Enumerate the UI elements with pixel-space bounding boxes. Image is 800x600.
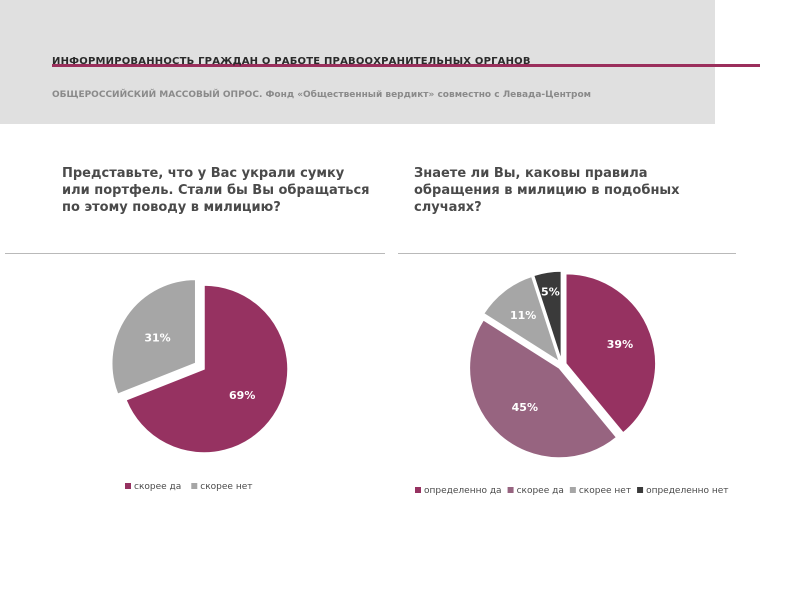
chart1-legend-swatch-2	[191, 483, 197, 489]
chart2-slice-2-label: 45%	[511, 401, 539, 415]
chart1-question: Представьте, что у Вас украли сумку или портфель. Стали бы Вы обращаться по этому поводу в милицию?	[62, 166, 370, 215]
chart1-slice-2-label: 31%	[144, 331, 171, 345]
chart1-legend-label-1: скорее да	[134, 482, 182, 492]
chart2-legend-label-4: определенно нет	[646, 486, 729, 496]
chart2-legend-swatch-1	[415, 487, 421, 493]
chart1-pie	[5, 254, 385, 496]
chart1-slice-1-label: 69%	[229, 388, 256, 402]
chart2-slice-3-label: 11%	[509, 308, 537, 322]
chart2-pie	[398, 254, 736, 496]
chart2-slice-1-label: 39%	[606, 338, 634, 352]
chart2-legend-label-1: определенно да	[424, 486, 502, 496]
chart2-legend-swatch-4	[637, 487, 643, 493]
chart1-legend-label-2: скорее нет	[200, 482, 253, 492]
page-title: ИНФОРМИРОВАННОСТЬ ГРАЖДАН О РАБОТЕ ПРАВООХРАНИТЕЛЬНЫХ ОРГАНОВ	[52, 56, 531, 67]
chart1-legend-swatch-1	[125, 483, 131, 489]
chart2-question: Знаете ли Вы, каковы правила обращения в милицию в подобных случаях?	[414, 166, 680, 215]
chart2-legend-label-2: скорее да	[516, 486, 564, 496]
chart2-legend-swatch-2	[508, 487, 514, 493]
chart2-slice-4-label: 5%	[541, 285, 560, 299]
chart2-legend-swatch-3	[570, 487, 576, 493]
chart2-legend-label-3: скорее нет	[578, 486, 632, 496]
page-subtitle: ОБЩЕРОССИЙСКИЙ МАССОВЫЙ ОПРОС. Фонд «Общественный вердикт» совместно с Левада-Центром	[52, 90, 591, 100]
chart2-panel	[398, 253, 736, 496]
chart1-panel	[5, 253, 385, 496]
